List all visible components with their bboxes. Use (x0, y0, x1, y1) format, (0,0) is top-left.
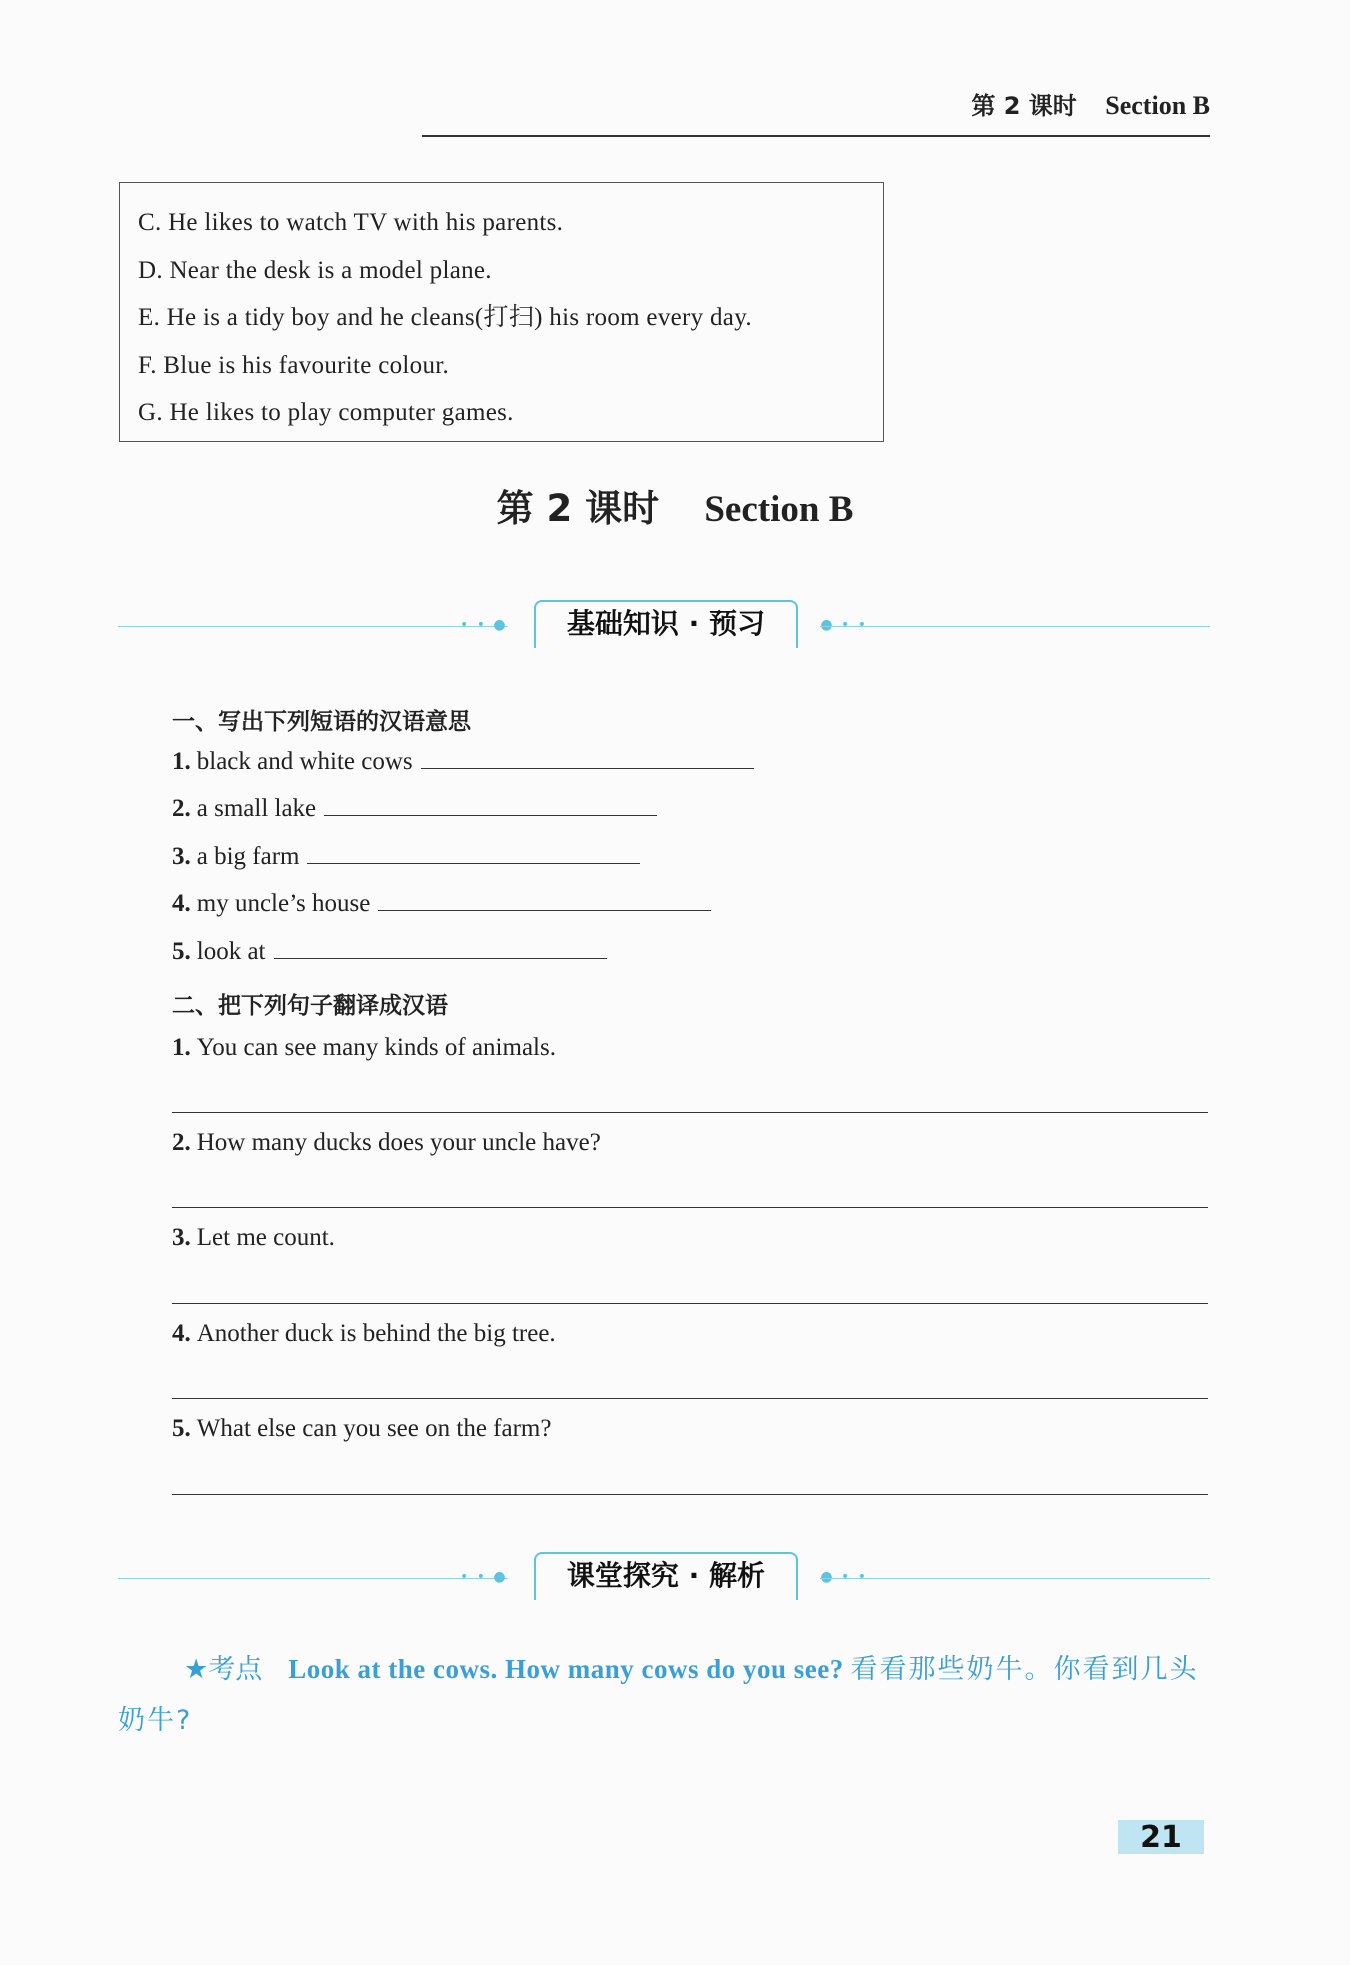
item-number: 4. (172, 1320, 191, 1347)
sentence-item (172, 1034, 556, 1062)
running-head-lesson: 第 2 课时 (971, 92, 1077, 120)
part2-heading: 二、把下列句子翻译成汉语 (172, 993, 448, 1019)
section-title-cn: 第 2 课时 (496, 487, 660, 530)
item-number: 5. (172, 1415, 191, 1442)
running-head (422, 86, 1210, 137)
banner-line-left (118, 1578, 508, 1579)
phrase-item (172, 938, 607, 966)
sentence-item (172, 1224, 335, 1252)
phrase-item (172, 795, 657, 823)
options-box (119, 182, 884, 442)
key-point-tag: ★考点 (184, 1654, 263, 1685)
banner-label: 课堂探究 · 解析 (534, 1552, 798, 1600)
option-e: E. He is a tidy boy and he cleans(打扫) his room every day. (138, 304, 752, 331)
banner-classroom-exploration (118, 1552, 1210, 1602)
banner-basic-knowledge (118, 600, 1210, 650)
item-number: 4. (172, 890, 191, 917)
phrase-item (172, 843, 640, 871)
phrase-item (172, 748, 754, 776)
running-head-section: Section B (1105, 91, 1210, 120)
item-text: What else can you see on the farm? (196, 1415, 552, 1442)
sentence-item (172, 1415, 551, 1443)
banner-dots-left: • • ● (460, 1569, 508, 1585)
answer-line[interactable] (172, 1398, 1208, 1399)
item-number: 3. (172, 1224, 191, 1251)
answer-line[interactable] (172, 1494, 1208, 1495)
answer-line[interactable] (172, 1112, 1208, 1113)
item-number: 2. (172, 1129, 191, 1156)
answer-blank[interactable] (421, 767, 754, 769)
item-number: 2. (172, 795, 191, 822)
section-title (0, 478, 1350, 532)
option-c: C. He likes to watch TV with his parents. (138, 209, 564, 236)
sentence-item (172, 1129, 601, 1157)
item-number: 5. (172, 938, 191, 965)
banner-dots-left: • • ● (460, 617, 508, 633)
banner-line-left (118, 626, 508, 627)
banner-dots-right: ● • • (820, 1569, 868, 1585)
banner-label: 基础知识 · 预习 (534, 600, 798, 648)
part1-heading: 一、写出下列短语的汉语意思 (172, 709, 471, 735)
key-point-chinese: 看看那些奶牛。你看到几头奶牛? (118, 1654, 1199, 1736)
answer-blank[interactable] (274, 957, 607, 959)
key-point (118, 1644, 1214, 1746)
section-title-en: Section B (704, 489, 854, 530)
phrase-item (172, 890, 711, 918)
answer-line[interactable] (172, 1303, 1208, 1304)
answer-blank[interactable] (324, 814, 657, 816)
item-text: a big farm (196, 843, 300, 870)
answer-blank[interactable] (307, 862, 640, 864)
option-f: F. Blue is his favourite colour. (138, 351, 450, 379)
item-text: look at (196, 938, 266, 965)
option-g: G. He likes to play computer games. (138, 399, 514, 426)
item-text: Another duck is behind the big tree. (196, 1320, 556, 1347)
option-d: D. Near the desk is a model plane. (138, 256, 492, 284)
banner-line-right (820, 626, 1210, 627)
answer-line[interactable] (172, 1207, 1208, 1208)
page-number: 21 (1118, 1820, 1204, 1854)
item-number: 1. (172, 748, 191, 775)
item-text: black and white cows (196, 748, 413, 775)
key-point-english: Look at the cows. How many cows do you see? (288, 1654, 844, 1684)
item-text: my uncle’s house (196, 890, 371, 917)
banner-dots-right: ● • • (820, 617, 868, 633)
item-text: Let me count. (196, 1224, 335, 1251)
answer-blank[interactable] (378, 909, 711, 911)
item-text: You can see many kinds of animals. (196, 1034, 556, 1061)
item-text: a small lake (196, 795, 317, 822)
sentence-item (172, 1320, 556, 1348)
item-text: How many ducks does your uncle have? (196, 1129, 601, 1156)
item-number: 3. (172, 843, 191, 870)
item-number: 1. (172, 1034, 191, 1061)
banner-line-right (820, 1578, 1210, 1579)
